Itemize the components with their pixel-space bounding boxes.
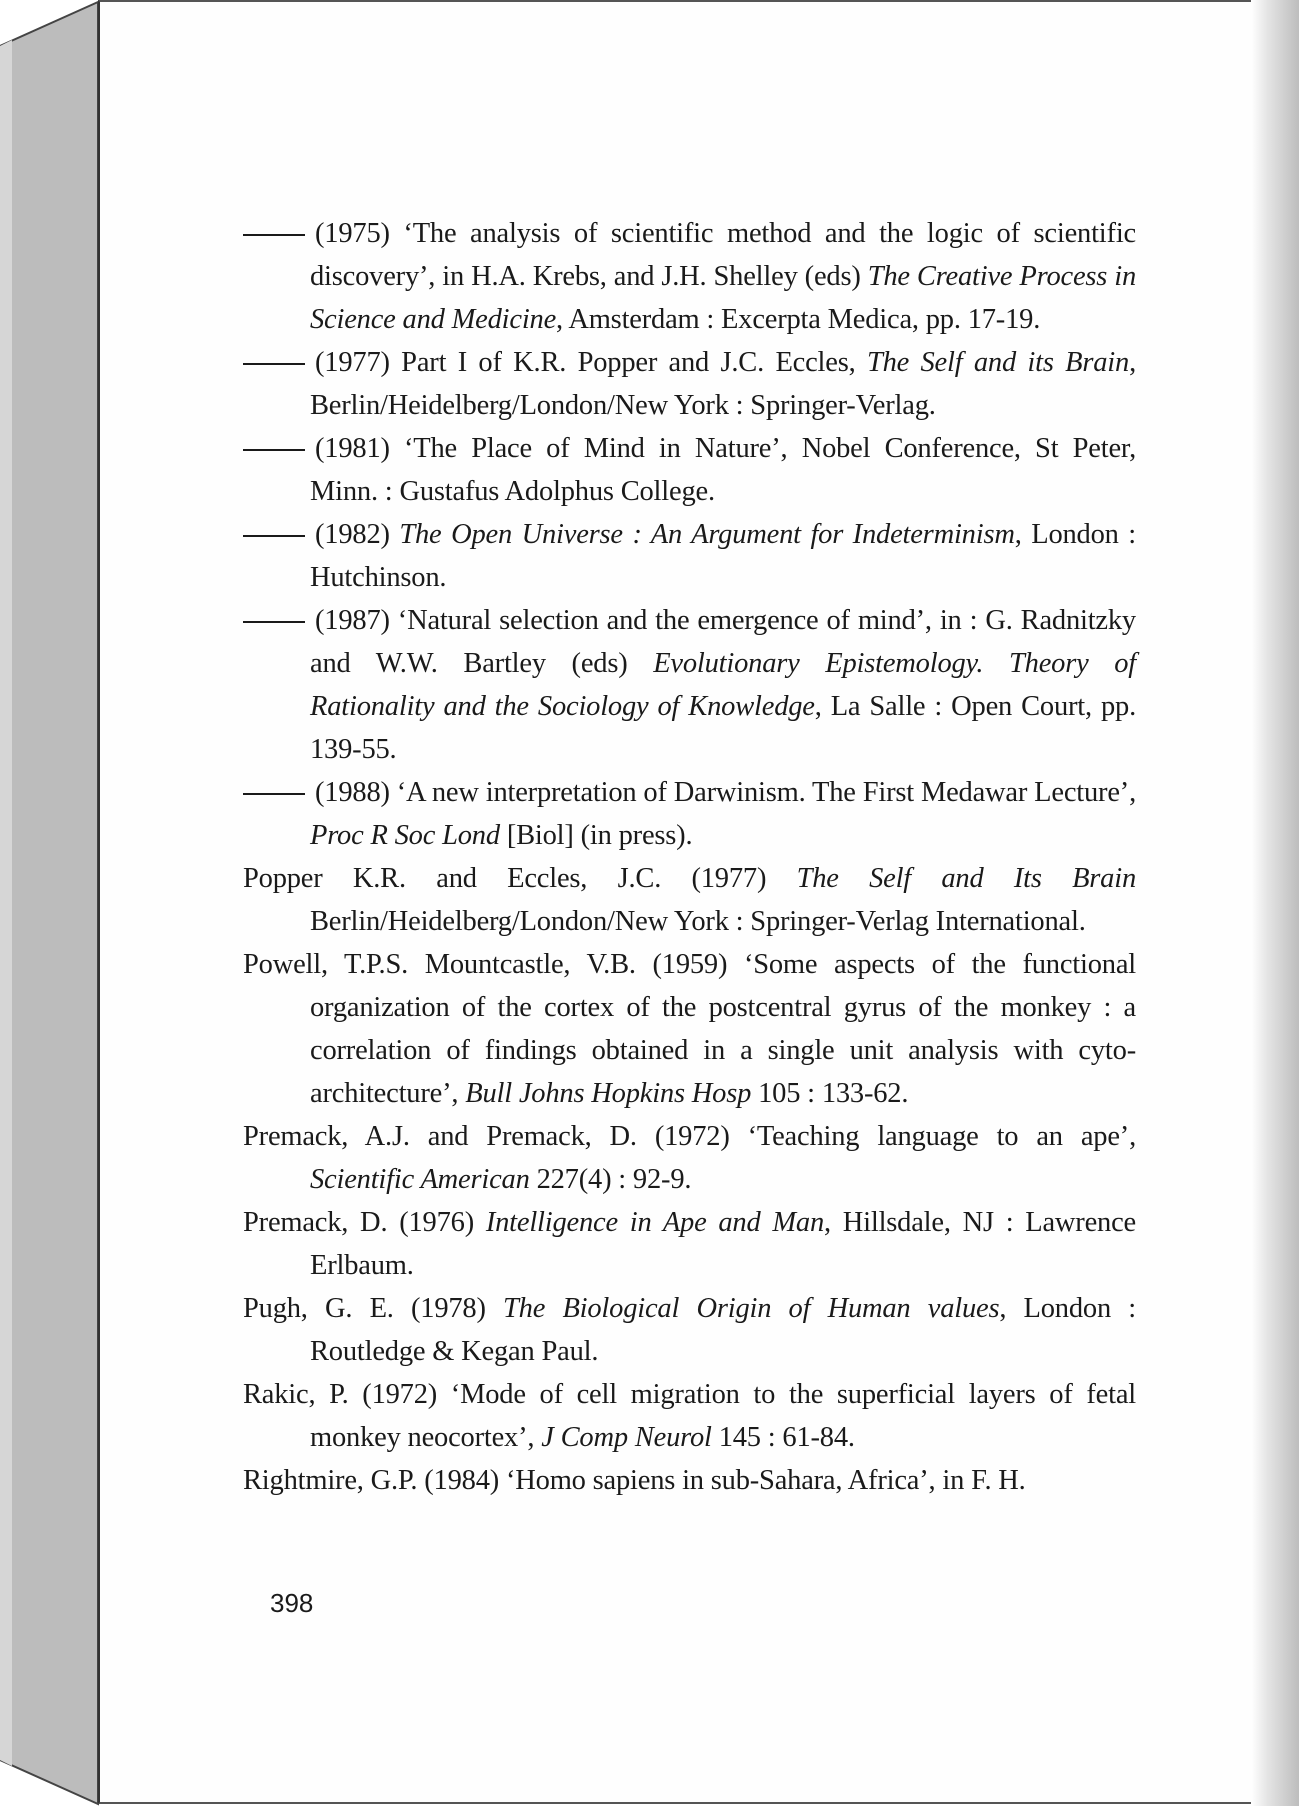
reference-title: Intelligence in Ape and Man (485, 1207, 824, 1238)
ditto-dash (243, 234, 305, 236)
reference-text: Premack, D. (1976) (243, 1207, 486, 1238)
reference-text: Berlin/Heidelberg/London/New York : Springer-Verlag International. (310, 906, 1086, 937)
reference-text: Premack, A.J. and Premack, D. (1972) ‘Teaching language to an ape’, (243, 1121, 1136, 1152)
reference-text: 227(4) : 92-9. (529, 1164, 692, 1195)
reference-entry (243, 427, 1136, 513)
ditto-dash (243, 449, 305, 451)
reference-text: Powell, T.P.S. Mountcastle, V.B. (1959) ‘Some aspects of the functional organization of the cortex of the postcentral gyrus of the monkey : a correlation of findings obtained in a single unit analysis with cyto-architecture’, (243, 949, 1136, 1109)
reference-text: (1977) Part I of K.R. Popper and J.C. Eccles, (315, 347, 867, 378)
reference-text: Pugh, G. E. (1978) (243, 1293, 504, 1324)
reference-text: [Biol] (in press). (499, 820, 693, 851)
reference-entry (243, 341, 1136, 427)
reference-text: Rightmire, G.P. (1984) ‘Homo sapiens in sub-Sahara, Africa’, in F. H. (243, 1465, 1026, 1496)
reference-title: The Self and Its Brain (796, 863, 1136, 894)
reference-title: Scientific American (310, 1164, 530, 1195)
reference-entry (243, 599, 1136, 771)
page-edge-shadow (1251, 0, 1299, 1806)
reference-text: 145 : 61-84. (711, 1422, 855, 1453)
reference-text: , Hillsdale, NJ : Lawrence Erlbaum. (310, 1207, 1136, 1281)
reference-text: (1975) ‘The analysis of scientific method and the logic of scientific discovery’, in H.A. Krebs, and J.H. Shelley (eds) (310, 218, 1136, 292)
reference-text: (1982) (315, 519, 400, 550)
ditto-dash (243, 535, 305, 537)
reference-text: , La Salle : Open Court, pp. 139-55. (310, 691, 1137, 765)
reference-entry (243, 513, 1136, 599)
book-spine (0, 0, 100, 1806)
reference-entry (243, 1459, 1136, 1502)
reference-text: , London : Routledge & Kegan Paul. (310, 1293, 1136, 1367)
reference-entry (243, 1201, 1136, 1287)
reference-title: The Biological Origin of Human values (503, 1293, 1000, 1324)
reference-title: Evolutionary Epistemology. Theory of Rationality and the Sociology of Knowledge (310, 648, 1136, 722)
reference-text: , Berlin/Heidelberg/London/New York : Springer-Verlag. (310, 347, 1136, 421)
reference-entry (243, 1115, 1136, 1201)
reference-title: J Comp Neurol (541, 1422, 712, 1453)
reference-title: Bull Johns Hopkins Hosp (465, 1078, 752, 1109)
reference-list (243, 212, 1136, 1502)
reference-text: , London : Hutchinson. (310, 519, 1136, 593)
reference-text: Popper K.R. and Eccles, J.C. (1977) (243, 863, 797, 894)
reference-text: 105 : 133-62. (751, 1078, 909, 1109)
reference-entry (243, 943, 1136, 1115)
page-number: 398 (270, 1588, 314, 1618)
reference-title: Proc R Soc Lond (310, 820, 500, 851)
reference-text: (1981) ‘The Place of Mind in Nature’, Nobel Conference, St Peter, Minn. : Gustafus Adolphus College. (310, 433, 1136, 507)
reference-title: The Self and its Brain (866, 347, 1130, 378)
reference-text: (1988) ‘A new interpretation of Darwinism. The First Medawar Lecture’, (315, 777, 1136, 808)
ditto-dash (243, 793, 305, 795)
ditto-dash (243, 363, 305, 365)
reference-text: , Amsterdam : Excerpta Medica, pp. 17-19. (556, 304, 1041, 335)
reference-title: The Open Universe : An Argument for Indeterminism (399, 519, 1015, 550)
reference-entry (243, 771, 1136, 857)
reference-text: Rakic, P. (1972) ‘Mode of cell migration to the superficial layers of fetal monkey neocortex’, (243, 1379, 1136, 1453)
ditto-dash (243, 621, 305, 623)
reference-title: The Creative Process in Science and Medicine (310, 261, 1136, 335)
reference-text: (1987) ‘Natural selection and the emergence of mind’, in : G. Radnitzky and W.W. Bartley (eds) (310, 605, 1136, 679)
reference-entry (243, 1287, 1136, 1373)
reference-entry (243, 212, 1136, 341)
reference-entry (243, 857, 1136, 943)
reference-entry (243, 1373, 1136, 1459)
